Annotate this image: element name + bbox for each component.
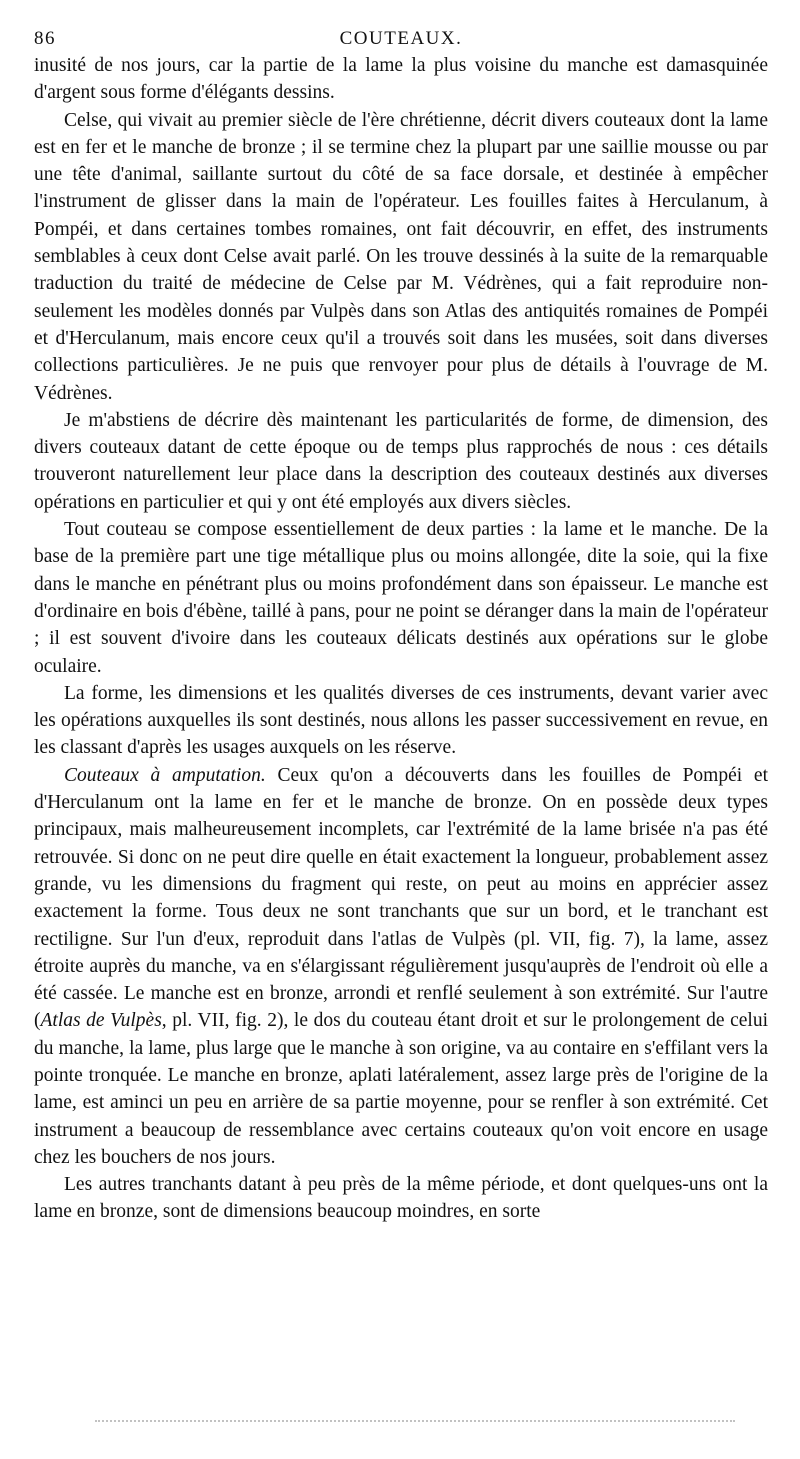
italic-run: Atlas de Vulpès bbox=[40, 1010, 162, 1032]
paragraph bbox=[34, 52, 768, 107]
page-number: 86 bbox=[34, 28, 56, 49]
paragraph bbox=[34, 407, 768, 516]
text-run: Les autres tranchants datant à peu près de la même période, et dont quelques-uns ont la lame en bronze, sont de dimensions beaucoup moindres, en sorte bbox=[34, 1174, 768, 1223]
text-run: Je m'abstiens de décrire dès maintenant les particularités de forme, de dimension, des divers couteaux datant de cette époque ou de temps plus rapprochés de nous : ces détails trouveront naturellement leur place dans la description des couteaux destinés aux diverses opérations en particulier et qui y ont été employés aux divers siècles. bbox=[34, 409, 768, 513]
running-head bbox=[34, 22, 768, 52]
paragraph bbox=[34, 107, 768, 407]
paragraph bbox=[34, 1171, 768, 1226]
text-run: , pl. VII, fig. 2), le dos du couteau étant droit et sur le prolongement de celui du manche, la lame, plus large que le manche à son origine, va au contaire en s'effilant vers la pointe tronquée. Le manche en bronze, aplati latéralement, assez large près de l'origine de la lame, est aminci un peu en arrière de sa partie moyenne, pour se renfler à son extrémité. Cet instrument a beaucoup de ressemblance avec certains couteaux qu'on voit encore en usage chez les bouchers de nos jours. bbox=[34, 1010, 768, 1168]
text-run: inusité de nos jours, car la partie de la lame la plus voisine du manche est damasquinée d'argent sous forme d'élégants dessins. bbox=[34, 55, 768, 104]
paragraph bbox=[34, 680, 768, 762]
text-run: Ceux qu'on a découverts dans les fouilles de Pompéi et d'Herculanum ont la lame en fer et le manche de bronze. On en possède deux types principaux, mais malheureusement incomplets, car l'extrémité de la lame brisée n'a pas été retrouvée. Si donc on ne peut dire quelle en était exactement la longueur, probablement assez grande, vu les dimensions du fragment qui reste, on peut au moins en apprécier assez exactement la forme. Tous deux ne sont tranchants que sur un bord, et le tranchant est rectiligne. Sur l'un d'eux, reproduit dans l'atlas de Vulpès (pl. VII, fig. 7), la lame, assez étroite auprès du manche, va en s'élargissant régulièrement jusqu'auprès de l'endroit où elle a été cassée. Le manche est en bronze, arrondi et renflé seulement à son extrémité. Sur l'autre ( bbox=[34, 764, 768, 1032]
text-run: Celse, qui vivait au premier siècle de l'ère chrétienne, décrit divers couteaux dont la lame est en fer et le manche de bronze ; il se termine chez la plupart par une saillie mousse ou par une tête d'animal, saillante surtout du côté de sa face dorsale, et destinée à empêcher l'instrument de glisser dans la main de l'opérateur. Les fouilles faites à Herculanum, à Pompéi, et dans certaines tombes romaines, ont fait découvrir, en effet, des instruments semblables à ceux dont Celse avait parlé. On les trouve dessinés à la suite de la remarquable traduction du traité de médecine de Celse par M. Védrènes, qui a fait reproduire non-seulement les modèles donnés par Vulpès dans son Atlas des antiquités romaines de Pompéi et d'Herculanum, mais encore ceux qu'il a trouvés soit dans les musées, soit dans diverses collections particulières. Je ne puis que renvoyer pour plus de détails à l'ouvrage de M. Védrènes. bbox=[34, 109, 768, 404]
body-text bbox=[34, 52, 768, 1226]
bottom-margin-marks bbox=[95, 1420, 735, 1426]
book-page bbox=[34, 22, 768, 1226]
paragraph bbox=[34, 762, 768, 1171]
italic-run: Couteaux à amputation. bbox=[64, 764, 266, 786]
text-run: La forme, les dimensions et les qualités diverses de ces instruments, devant varier avec les opérations auxquelles ils sont destinés, nous allons les passer successivement en revue, en les classant d'après les usages auxquels on les réserve. bbox=[34, 682, 768, 759]
text-run: Tout couteau se compose essentiellement de deux parties : la lame et le manche. De la base de la première part une tige métallique plus ou moins allongée, dite la soie, qui la fixe dans le manche en pénétrant plus ou moins profondément dans son épaisseur. Le manche est d'ordinaire en bois d'ébène, taillé à pans, pour ne point se déranger dans la main de l'opérateur ; il est souvent d'ivoire dans les couteaux délicats destinés aux opérations sur le globe oculaire. bbox=[34, 519, 768, 677]
paragraph bbox=[34, 516, 768, 680]
running-title: COUTEAUX. bbox=[339, 28, 463, 49]
